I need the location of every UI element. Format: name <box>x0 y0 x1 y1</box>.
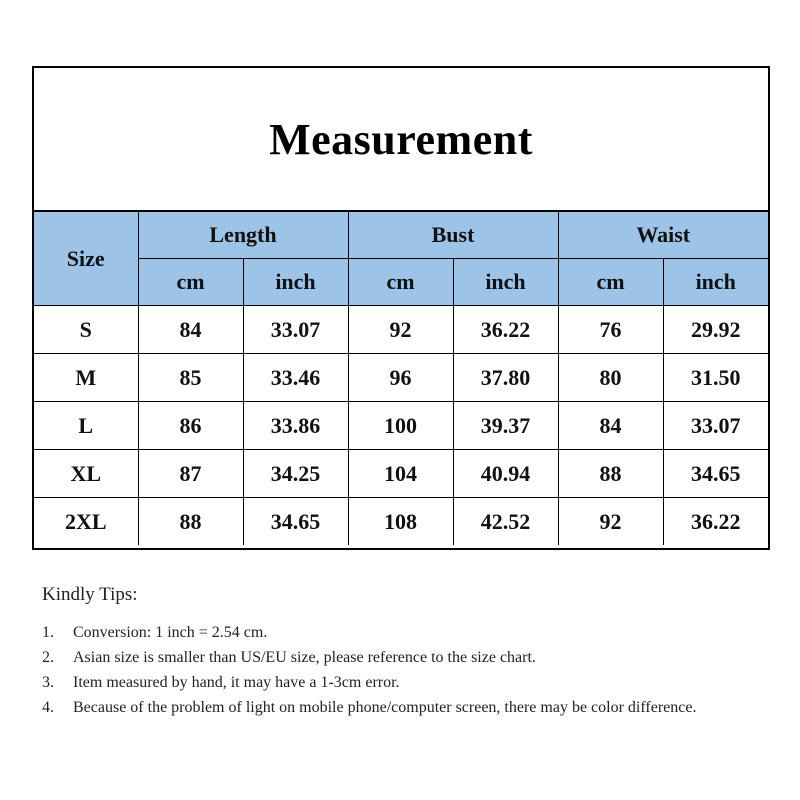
table-cell: 33.07 <box>663 402 768 450</box>
table-cell: 108 <box>348 498 453 546</box>
unit-header: cm <box>138 259 243 306</box>
table-cell: 88 <box>138 498 243 546</box>
table-cell: 96 <box>348 354 453 402</box>
table-cell: 100 <box>348 402 453 450</box>
table-cell: 39.37 <box>453 402 558 450</box>
size-table <box>34 212 768 545</box>
table-row <box>34 498 768 546</box>
title-box <box>34 68 768 212</box>
table-cell: 92 <box>348 306 453 354</box>
table-cell: 42.52 <box>453 498 558 546</box>
table-cell: 34.25 <box>243 450 348 498</box>
table-cell: 76 <box>558 306 663 354</box>
kindly-tips <box>42 584 762 720</box>
size-column-header: Size <box>34 212 138 306</box>
group-header-waist: Waist <box>558 212 768 259</box>
table-row <box>34 402 768 450</box>
group-header-bust: Bust <box>348 212 558 259</box>
size-cell: XL <box>34 450 138 498</box>
tip-number: 1. <box>42 624 54 641</box>
tips-title: Kindly Tips: <box>42 584 138 605</box>
table-cell: 33.86 <box>243 402 348 450</box>
table-cell: 33.46 <box>243 354 348 402</box>
table-row <box>34 450 768 498</box>
size-cell: S <box>34 306 138 354</box>
header-row-groups <box>34 212 768 259</box>
size-chart <box>32 66 770 550</box>
table-cell: 88 <box>558 450 663 498</box>
tip-number: 2. <box>42 649 54 666</box>
table-cell: 40.94 <box>453 450 558 498</box>
header-row-units <box>34 259 768 306</box>
tip-text: Asian size is smaller than US/EU size, please reference to the size chart. <box>73 649 536 666</box>
tip-text: Because of the problem of light on mobile phone/computer screen, there may be color difference. <box>73 699 697 716</box>
table-cell: 34.65 <box>663 450 768 498</box>
table-cell: 36.22 <box>663 498 768 546</box>
unit-header: cm <box>348 259 453 306</box>
unit-header: inch <box>243 259 348 306</box>
list-item <box>42 645 762 670</box>
table-cell: 85 <box>138 354 243 402</box>
list-item <box>42 620 762 645</box>
unit-header: cm <box>558 259 663 306</box>
size-cell: M <box>34 354 138 402</box>
tips-list <box>42 620 762 720</box>
table-cell: 34.65 <box>243 498 348 546</box>
table-row <box>34 354 768 402</box>
tip-number: 4. <box>42 699 54 716</box>
table-cell: 37.80 <box>453 354 558 402</box>
tip-number: 3. <box>42 674 54 691</box>
table-cell: 29.92 <box>663 306 768 354</box>
table-cell: 84 <box>138 306 243 354</box>
size-cell: 2XL <box>34 498 138 546</box>
table-row <box>34 306 768 354</box>
group-header-length: Length <box>138 212 348 259</box>
chart-title: Measurement <box>269 114 533 164</box>
table-cell: 80 <box>558 354 663 402</box>
table-cell: 33.07 <box>243 306 348 354</box>
table-cell: 31.50 <box>663 354 768 402</box>
list-item <box>42 670 762 695</box>
table-cell: 84 <box>558 402 663 450</box>
unit-header: inch <box>453 259 558 306</box>
table-cell: 92 <box>558 498 663 546</box>
table-cell: 104 <box>348 450 453 498</box>
tip-text: Conversion: 1 inch = 2.54 cm. <box>73 624 268 641</box>
table-cell: 87 <box>138 450 243 498</box>
unit-header: inch <box>663 259 768 306</box>
size-cell: L <box>34 402 138 450</box>
tip-text: Item measured by hand, it may have a 1-3cm error. <box>73 674 400 691</box>
table-cell: 36.22 <box>453 306 558 354</box>
table-cell: 86 <box>138 402 243 450</box>
list-item <box>42 695 762 720</box>
